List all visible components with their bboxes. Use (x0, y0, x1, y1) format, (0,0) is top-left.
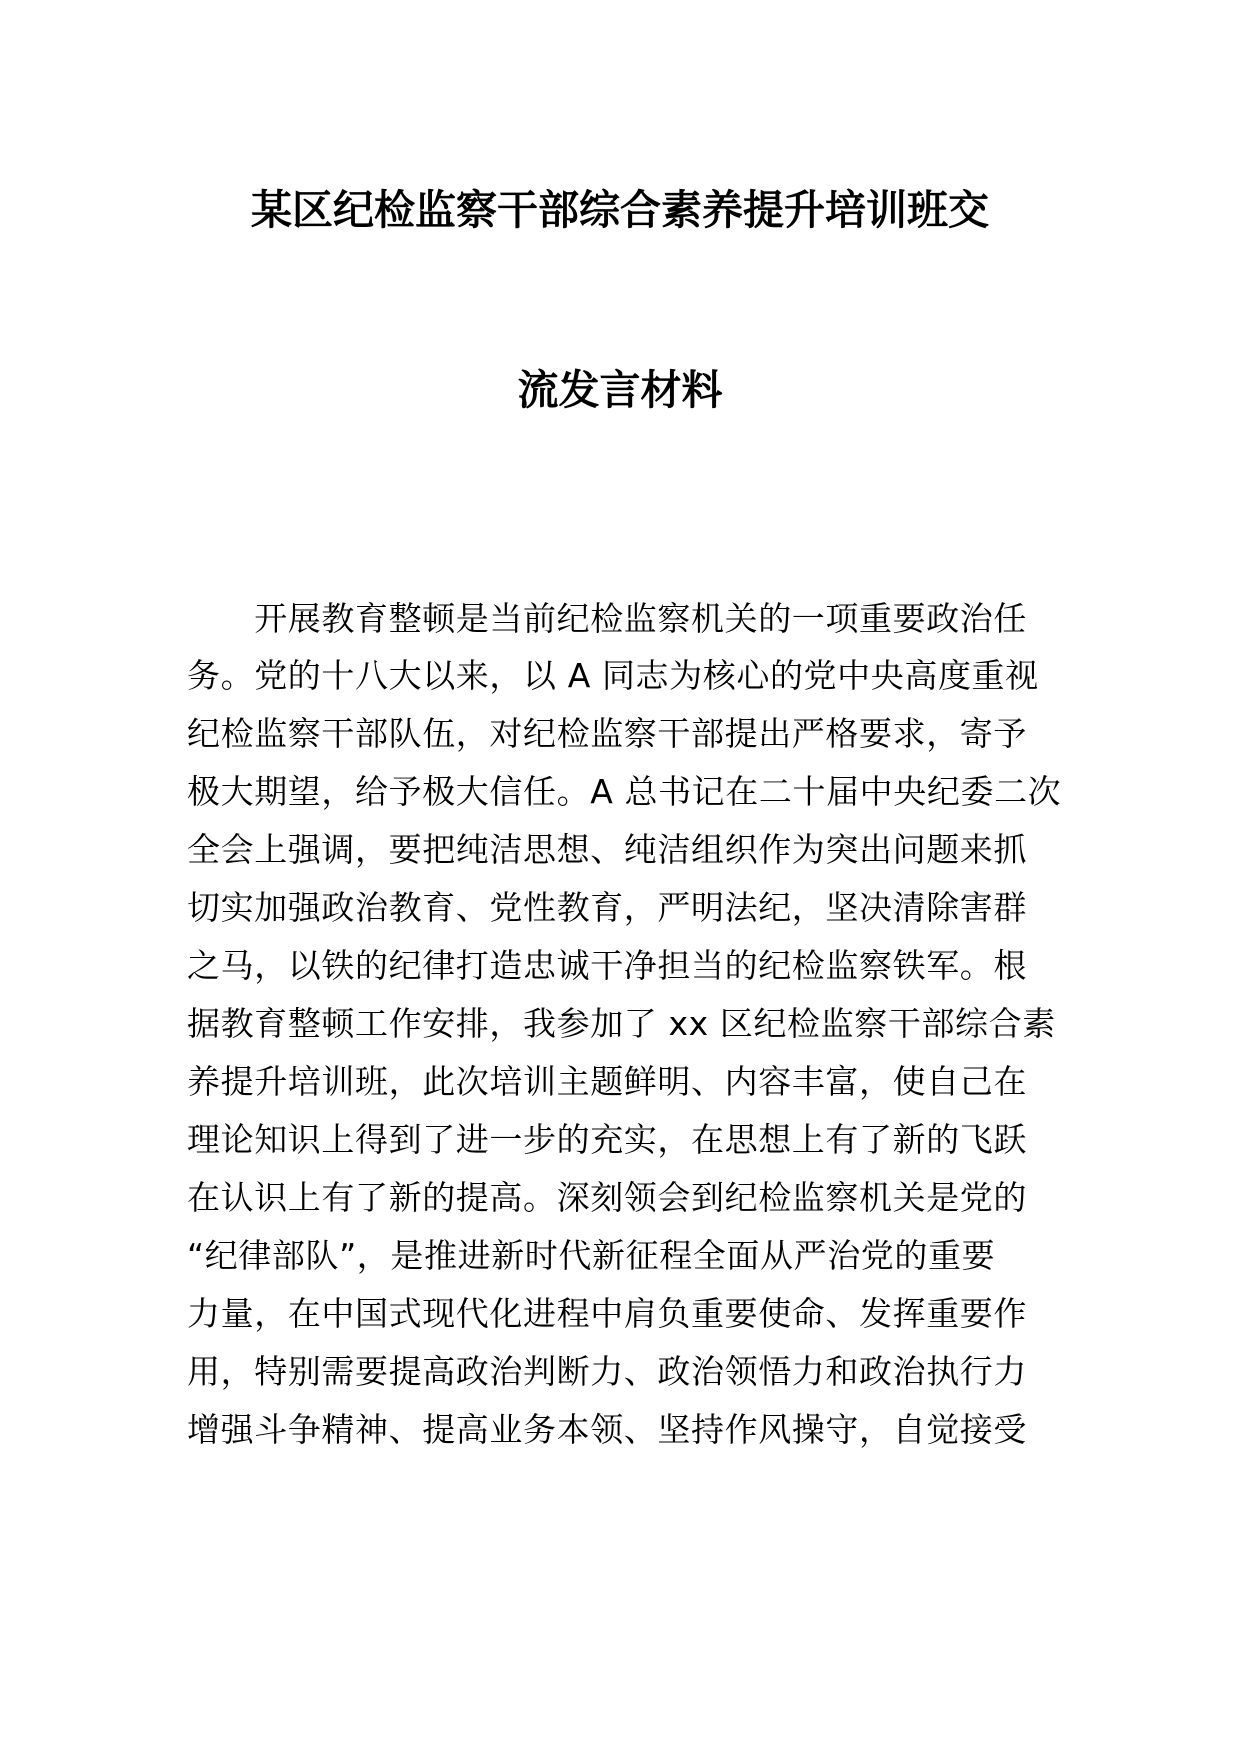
body-line: 极大期望，给予极大信任。A 总书记在二十届中央纪委二次 (187, 772, 1062, 811)
body-line: 在认识上有了新的提高。深刻领会到纪检监察机关是党的 (187, 1178, 1027, 1217)
body-line: 力量，在中国式现代化进程中肩负重要使命、发挥重要作 (187, 1294, 1027, 1333)
body-line: 开展教育整顿是当前纪检监察机关的一项重要政治任 (187, 599, 1027, 638)
body-line: “纪律部队”，是推进新时代新征程全面从严治党的重要 (187, 1236, 996, 1275)
body-line: 切实加强政治教育、党性教育，严明法纪，坚决清除害群 (187, 888, 1027, 927)
body-line: 之马，以铁的纪律打造忠诚干净担当的纪检监察铁军。根 (187, 946, 1027, 985)
body-line: 据教育整顿工作安排，我参加了 xx 区纪检监察干部综合素 (187, 1004, 1056, 1043)
body-line: 用，特别需要提高政治判断力、政治领悟力和政治执行力 (187, 1352, 1027, 1391)
body-line: 养提升培训班，此次培训主题鲜明、内容丰富，使自己在 (187, 1062, 1027, 1101)
body-line: 务。党的十八大以来，以 A 同志为核心的党中央高度重视 (187, 656, 1039, 695)
body-line: 增强斗争精神、提高业务本领、坚持作风操守，自觉接受 (187, 1410, 1027, 1449)
body-line: 纪检监察干部队伍，对纪检监察干部提出严格要求，寄予 (187, 714, 1027, 753)
document-title-line-1: 某区纪检监察干部综合素养提升培训班交 (251, 186, 989, 234)
document-title-line-2: 流发言材料 (517, 366, 723, 414)
body-line: 全会上强调，要把纯洁思想、纯洁组织作为突出问题来抓 (187, 830, 1027, 869)
body-line: 理论知识上得到了进一步的充实，在思想上有了新的飞跃 (187, 1120, 1027, 1159)
